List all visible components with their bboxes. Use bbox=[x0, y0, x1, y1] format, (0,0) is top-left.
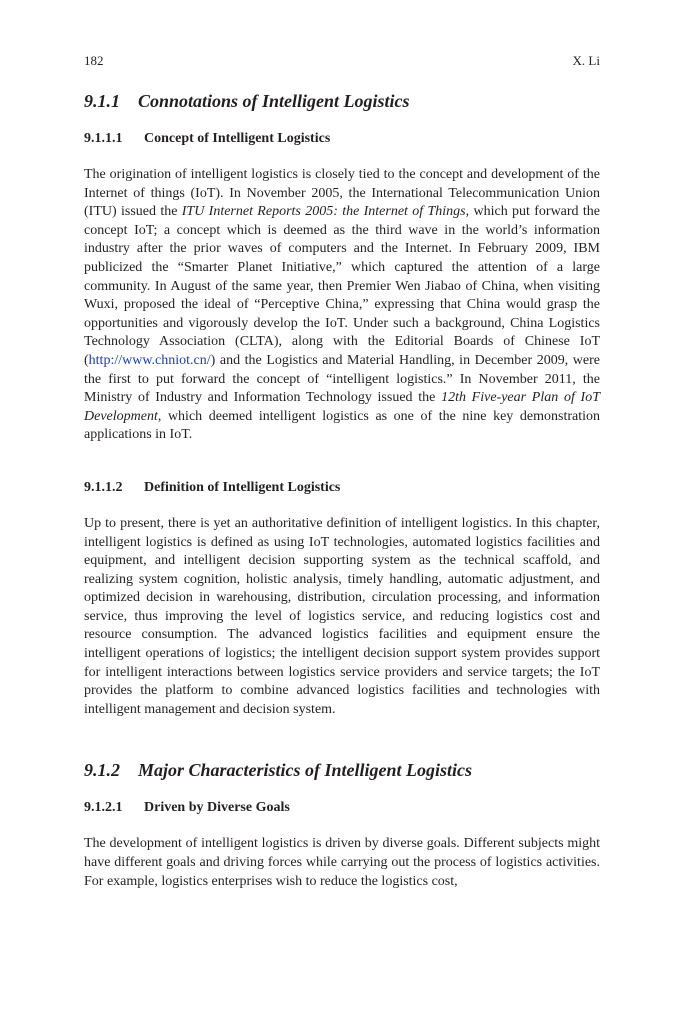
subsection-number: 9.1.2.1 bbox=[84, 800, 123, 816]
paragraph-definition: Up to present, there is yet an authoritative definition of intelligent logistics. In this chapter, intelligent logistics is defined as using IoT technologies, automated logistics facilities and equipment, and intelligent decision supporting system as the technical scaffold, and realizing system cognition, holistic analysis, timely handling, automatic adjustment, and optimized decision in warehousing, distribution, circulation processing, and information service, thus improving the level of logistics service, and reducing logistics cost and resource consumption. The advanced logistics facilities and equipment ensure the intelligent operations of logistics; the intelligent decision support system provides support for intelligent interactions between logistics service providers and service targets; the IoT provides the platform to combine advanced logistics facilities and technologies with intelligent management and decision system. bbox=[84, 515, 600, 717]
report-title-italic: ITU Internet Reports 2005: the Internet of Things bbox=[181, 204, 466, 220]
paragraph-concept: The origination of intelligent logistics is closely tied to the concept and development of the Internet of things (IoT). In November 2005, the International Telecommunication Union (ITU) issued the ITU Internet Reports 2005: the Internet of Things, which put forward the concept IoT; a concept which is deemed as the third wave in the world’s information industry after the prior waves of computers and the Internet. In February 2009, IBM publicized the “Smarter Planet Initiative,” which captured the attention of a large community. In August of the same year, then Premier Wen Jiabao of China, when visiting Wuxi, proposed the ideal of “Perceptive China,” expressing that China would grasp the opportunities and vigorously develop the IoT. Under such a background, China Logistics Technology Association (CLTA), along with the Editorial Boards of Chinese IoT (http://www.chniot.cn/) and the Logistics and Material Handling, in December 2009, were the first to put forward the concept of “intelligent logistics.” In November 2011, the Ministry of Industry and Information Technology issued the 12th Five-year Plan of IoT Development, which deemed intelligent logistics as one of the nine key demonstration applications in IoT. bbox=[84, 167, 600, 443]
subsection-title: Concept of Intelligent Logistics bbox=[144, 131, 331, 146]
chniot-link[interactable]: http://www.chniot.cn/ bbox=[88, 352, 211, 368]
running-head bbox=[84, 52, 600, 70]
section-number: 9.1.2 bbox=[84, 760, 120, 781]
running-head-author: X. Li bbox=[572, 53, 600, 68]
page-number: 182 bbox=[84, 53, 104, 68]
section-heading-9-1-2 bbox=[84, 759, 600, 781]
subsection-title: Definition of Intelligent Logistics bbox=[144, 479, 341, 495]
section-title: Connotations of Intelligent Logistics bbox=[138, 91, 410, 111]
subsection-number: 9.1.1.2 bbox=[84, 479, 123, 495]
subsection-heading-9-1-1-2 bbox=[84, 479, 600, 497]
section-number: 9.1.1 bbox=[84, 91, 120, 111]
paragraph-diverse-goals: The development of intelligent logistics is driven by diverse goals. Different subjects might have different goals and driving forces while carrying out the process of logistics activities. For example, logistics enterprises wish to reduce the logistics cost, bbox=[84, 836, 600, 889]
subsection-number: 9.1.1.1 bbox=[84, 131, 123, 146]
page bbox=[84, 52, 600, 891]
section-heading-9-1-1 bbox=[84, 90, 600, 112]
subsection-heading-9-1-1-1 bbox=[84, 130, 600, 148]
section-title: Major Characteristics of Intelligent Logistics bbox=[138, 760, 473, 781]
subsection-heading-9-1-2-1 bbox=[84, 799, 600, 817]
subsection-title: Driven by Diverse Goals bbox=[144, 800, 290, 816]
plan-title-italic: 12th Five-year Plan of IoT Development bbox=[84, 390, 600, 424]
